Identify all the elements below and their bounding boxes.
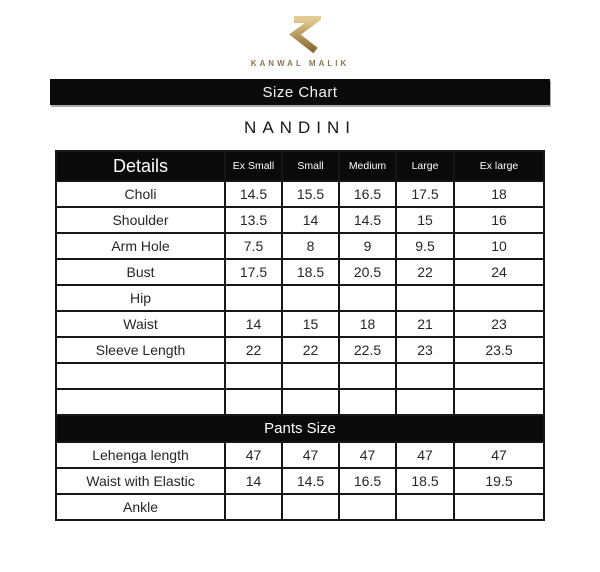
cell-value bbox=[339, 285, 396, 311]
cell-value: 18.5 bbox=[282, 259, 339, 285]
brand-wordmark: KANWAL MALIK bbox=[250, 59, 350, 68]
cell-value: 7.5 bbox=[225, 233, 282, 259]
cell-value bbox=[282, 363, 339, 389]
cell-value: 10 bbox=[454, 233, 544, 259]
table-row bbox=[56, 311, 544, 337]
cell-value: 18 bbox=[454, 181, 544, 207]
cell-value bbox=[282, 389, 339, 415]
cell-value: 23 bbox=[454, 311, 544, 337]
row-label: Waist bbox=[56, 311, 225, 337]
size-chart-banner bbox=[50, 79, 550, 105]
size-column-header-ex-large: Ex large bbox=[454, 151, 544, 181]
size-chart-banner-label: Size Chart bbox=[262, 83, 338, 101]
table-row bbox=[56, 285, 544, 311]
row-label: Shoulder bbox=[56, 207, 225, 233]
cell-value: 24 bbox=[454, 259, 544, 285]
size-column-header-ex-small: Ex Small bbox=[225, 151, 282, 181]
cell-value: 21 bbox=[396, 311, 454, 337]
table-row bbox=[56, 337, 544, 363]
size-column-header-small: Small bbox=[282, 151, 339, 181]
brand-logo bbox=[0, 0, 600, 69]
cell-value: 22 bbox=[396, 259, 454, 285]
cell-value: 14 bbox=[225, 311, 282, 337]
table-header-row bbox=[56, 151, 544, 181]
cell-value: 16.5 bbox=[339, 468, 396, 494]
cell-value: 23.5 bbox=[454, 337, 544, 363]
cell-value: 17.5 bbox=[396, 181, 454, 207]
cell-value: 16 bbox=[454, 207, 544, 233]
table-row bbox=[56, 494, 544, 520]
cell-value bbox=[396, 389, 454, 415]
cell-value: 19.5 bbox=[454, 468, 544, 494]
k-monogram-icon bbox=[279, 14, 321, 54]
cell-value: 47 bbox=[396, 442, 454, 468]
cell-value bbox=[454, 285, 544, 311]
cell-value: 13.5 bbox=[225, 207, 282, 233]
cell-value: 23 bbox=[396, 337, 454, 363]
cell-value bbox=[282, 494, 339, 520]
cell-value: 22 bbox=[225, 337, 282, 363]
pants-size-section-label: Pants Size bbox=[56, 415, 544, 442]
table-row bbox=[56, 207, 544, 233]
row-label: Choli bbox=[56, 181, 225, 207]
row-label bbox=[56, 363, 225, 389]
size-column-header-medium: Medium bbox=[339, 151, 396, 181]
details-column-header: Details bbox=[56, 151, 225, 181]
cell-value bbox=[339, 363, 396, 389]
cell-value: 14 bbox=[282, 207, 339, 233]
cell-value bbox=[454, 494, 544, 520]
cell-value bbox=[225, 389, 282, 415]
cell-value: 15 bbox=[396, 207, 454, 233]
cell-value: 16.5 bbox=[339, 181, 396, 207]
table-row bbox=[56, 442, 544, 468]
table-row bbox=[56, 233, 544, 259]
cell-value bbox=[339, 389, 396, 415]
cell-value bbox=[225, 363, 282, 389]
cell-value: 14.5 bbox=[225, 181, 282, 207]
cell-value: 22 bbox=[282, 337, 339, 363]
cell-value: 15.5 bbox=[282, 181, 339, 207]
cell-value: 9 bbox=[339, 233, 396, 259]
table-row bbox=[56, 259, 544, 285]
table-row bbox=[56, 363, 544, 389]
cell-value: 47 bbox=[282, 442, 339, 468]
cell-value: 14 bbox=[225, 468, 282, 494]
cell-value bbox=[339, 494, 396, 520]
cell-value: 14.5 bbox=[282, 468, 339, 494]
cell-value: 9.5 bbox=[396, 233, 454, 259]
pants-size-section-row bbox=[56, 415, 544, 442]
cell-value: 17.5 bbox=[225, 259, 282, 285]
table-row bbox=[56, 468, 544, 494]
cell-value: 47 bbox=[225, 442, 282, 468]
product-name: NANDINI bbox=[244, 118, 356, 137]
cell-value bbox=[454, 389, 544, 415]
table-row bbox=[56, 389, 544, 415]
size-chart-table bbox=[55, 150, 545, 521]
row-label: Ankle bbox=[56, 494, 225, 520]
cell-value bbox=[396, 285, 454, 311]
row-label: Arm Hole bbox=[56, 233, 225, 259]
cell-value: 14.5 bbox=[339, 207, 396, 233]
cell-value: 47 bbox=[339, 442, 396, 468]
cell-value: 22.5 bbox=[339, 337, 396, 363]
cell-value: 18.5 bbox=[396, 468, 454, 494]
size-column-header-large: Large bbox=[396, 151, 454, 181]
cell-value: 15 bbox=[282, 311, 339, 337]
cell-value bbox=[282, 285, 339, 311]
cell-value bbox=[225, 285, 282, 311]
cell-value bbox=[396, 363, 454, 389]
row-label: Waist with Elastic bbox=[56, 468, 225, 494]
cell-value bbox=[225, 494, 282, 520]
cell-value: 47 bbox=[454, 442, 544, 468]
cell-value: 20.5 bbox=[339, 259, 396, 285]
cell-value bbox=[396, 494, 454, 520]
table-row bbox=[56, 181, 544, 207]
row-label bbox=[56, 389, 225, 415]
cell-value bbox=[454, 363, 544, 389]
row-label: Sleeve Length bbox=[56, 337, 225, 363]
row-label: Bust bbox=[56, 259, 225, 285]
row-label: Hip bbox=[56, 285, 225, 311]
cell-value: 8 bbox=[282, 233, 339, 259]
cell-value: 18 bbox=[339, 311, 396, 337]
row-label: Lehenga length bbox=[56, 442, 225, 468]
